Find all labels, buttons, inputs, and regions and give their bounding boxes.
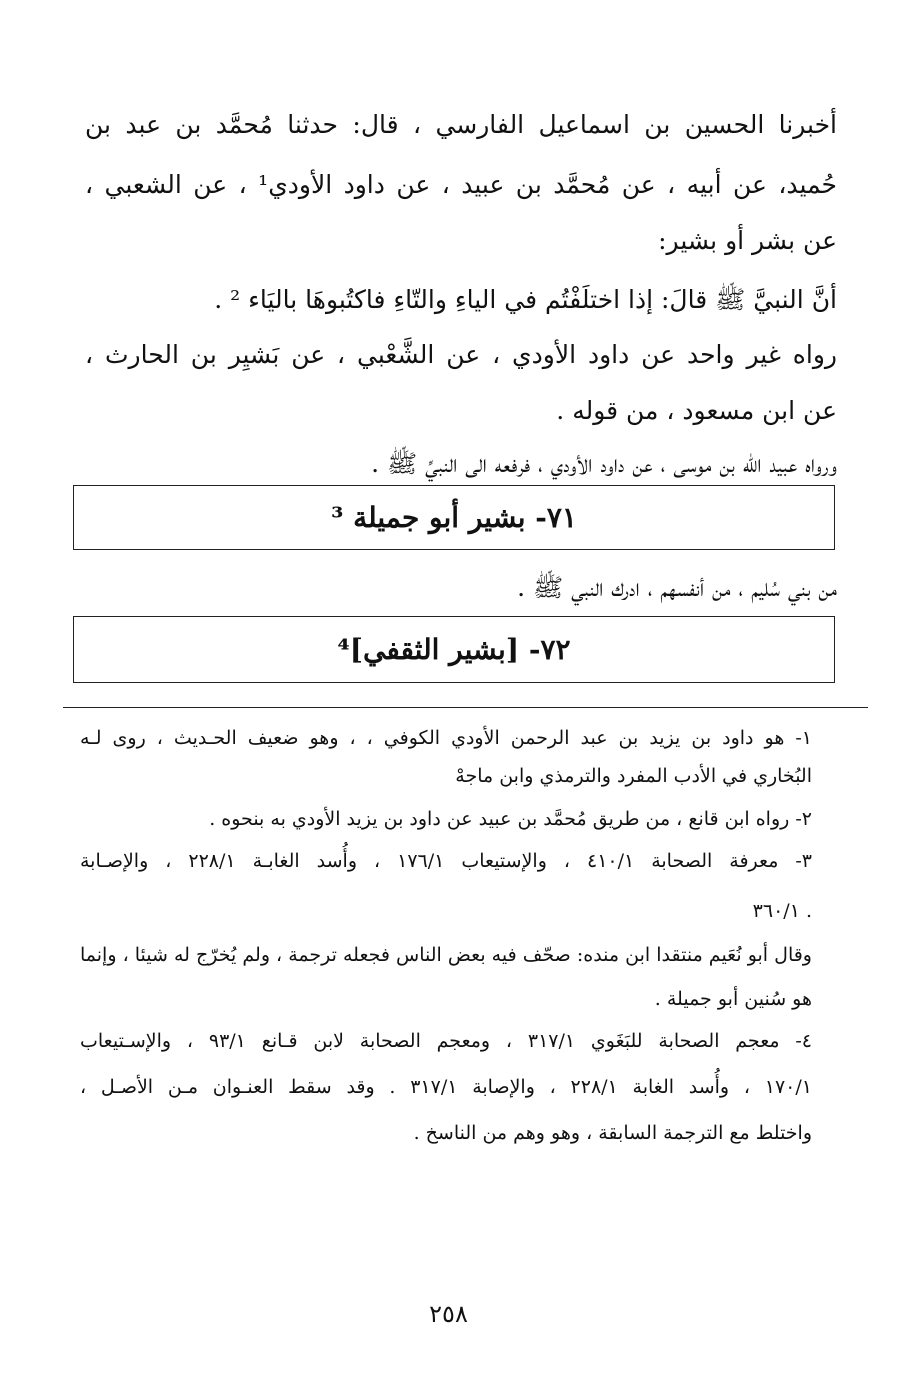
footnote-4-line-1: ٤- معجم الصحابة للبَغَوي ٣١٧/١ ، ومعجم الصحابة لابن قـانع ٩٣/١ ، والإسـتيعاب: [80, 1030, 812, 1052]
hadith-text: أنَّ النبيَّ ﷺ قالَ: إذا اختلَفْتُم في الياءِ والتّاءِ فاكتُبوهَا باليَاء ² .: [214, 285, 837, 314]
entry-71-body: من بني سُليم ، من أنفسهم ، ادرك النبي ﷺ .: [517, 573, 837, 602]
main-text-line-5: رواه غير واحد عن داود الأودي ، عن الشَّعْبي ، عن بَشيِر بن الحارث ،: [85, 340, 837, 369]
entry-71-heading-box: [73, 485, 835, 550]
footnote-1-line-2: البُخاري في الأدب المفرد والترمذي وابن ماجهْ: [455, 765, 812, 787]
footnote-4-line-2: ١٧٠/١ ، وأُسد الغابة ٢٢٨/١ ، والإصابة ٣١٧/١ . وقد سقط العنـوان مـن الأصـل ،: [80, 1076, 812, 1098]
footnote-3-line-4: هو سُنين أبو جميلة .: [654, 988, 812, 1010]
main-text-line-6: عن ابن مسعود ، من قوله .: [556, 396, 837, 425]
footnote-separator: [63, 707, 868, 708]
footnote-4-line-3: واختلط مع الترجمة السابقة ، وهو وهم من الناسخ .: [413, 1122, 812, 1144]
footnote-1-line-1: ١- هو داود بن يزيد بن عبد الرحمن الأودي الكوفي ، ، وهو ضعيف الحـديث ، روى لـه: [80, 727, 812, 749]
entry-72-heading: ٧٢- [بشير الثقفي]⁴: [337, 633, 571, 666]
footnote-3-line-2: ٣٦٠/١ .: [752, 900, 812, 922]
page-number: ٢٥٨: [429, 1300, 468, 1328]
main-text-line-3: عن بشر أو بشير:: [658, 226, 837, 255]
main-text-line-1: أخبرنا الحسين بن اسماعيل الفارسي ، قال: حدثنا مُحمَّد بن عبد بن: [85, 110, 837, 139]
footnote-3-line-1: ٣- معرفة الصحابة ٤١٠/١ ، والإستيعاب ١٧٦/١ ، وأُسد الغابـة ٢٢٨/١ ، والإصـابة: [80, 850, 812, 872]
main-text-line-2: حُميد، عن أبيه ، عن مُحمَّد بن عبيد ، عن داود الأودي¹ ، عن الشعبي ،: [85, 170, 837, 199]
main-text-line-7: ورواه عبيد الله بن موسى ، عن داود الأودي ، فرفعه الى النبيِّ ﷺ .: [371, 449, 837, 478]
footnote-2: ٢- رواه ابن قانع ، من طريق مُحمَّد بن عبيد عن داود بن يزيد الأودي به بنحوه .: [209, 808, 812, 830]
entry-71-heading: ٧١- بشير أبو جميلة ³: [331, 501, 577, 534]
footnote-3-line-3: وقال أبو نُعَيم منتقدا ابن منده: صحّف فيه بعض الناس فجعله ترجمة ، ولم يُخرّج له شيئا ، وإنما: [80, 944, 812, 966]
entry-72-heading-box: [73, 616, 835, 683]
